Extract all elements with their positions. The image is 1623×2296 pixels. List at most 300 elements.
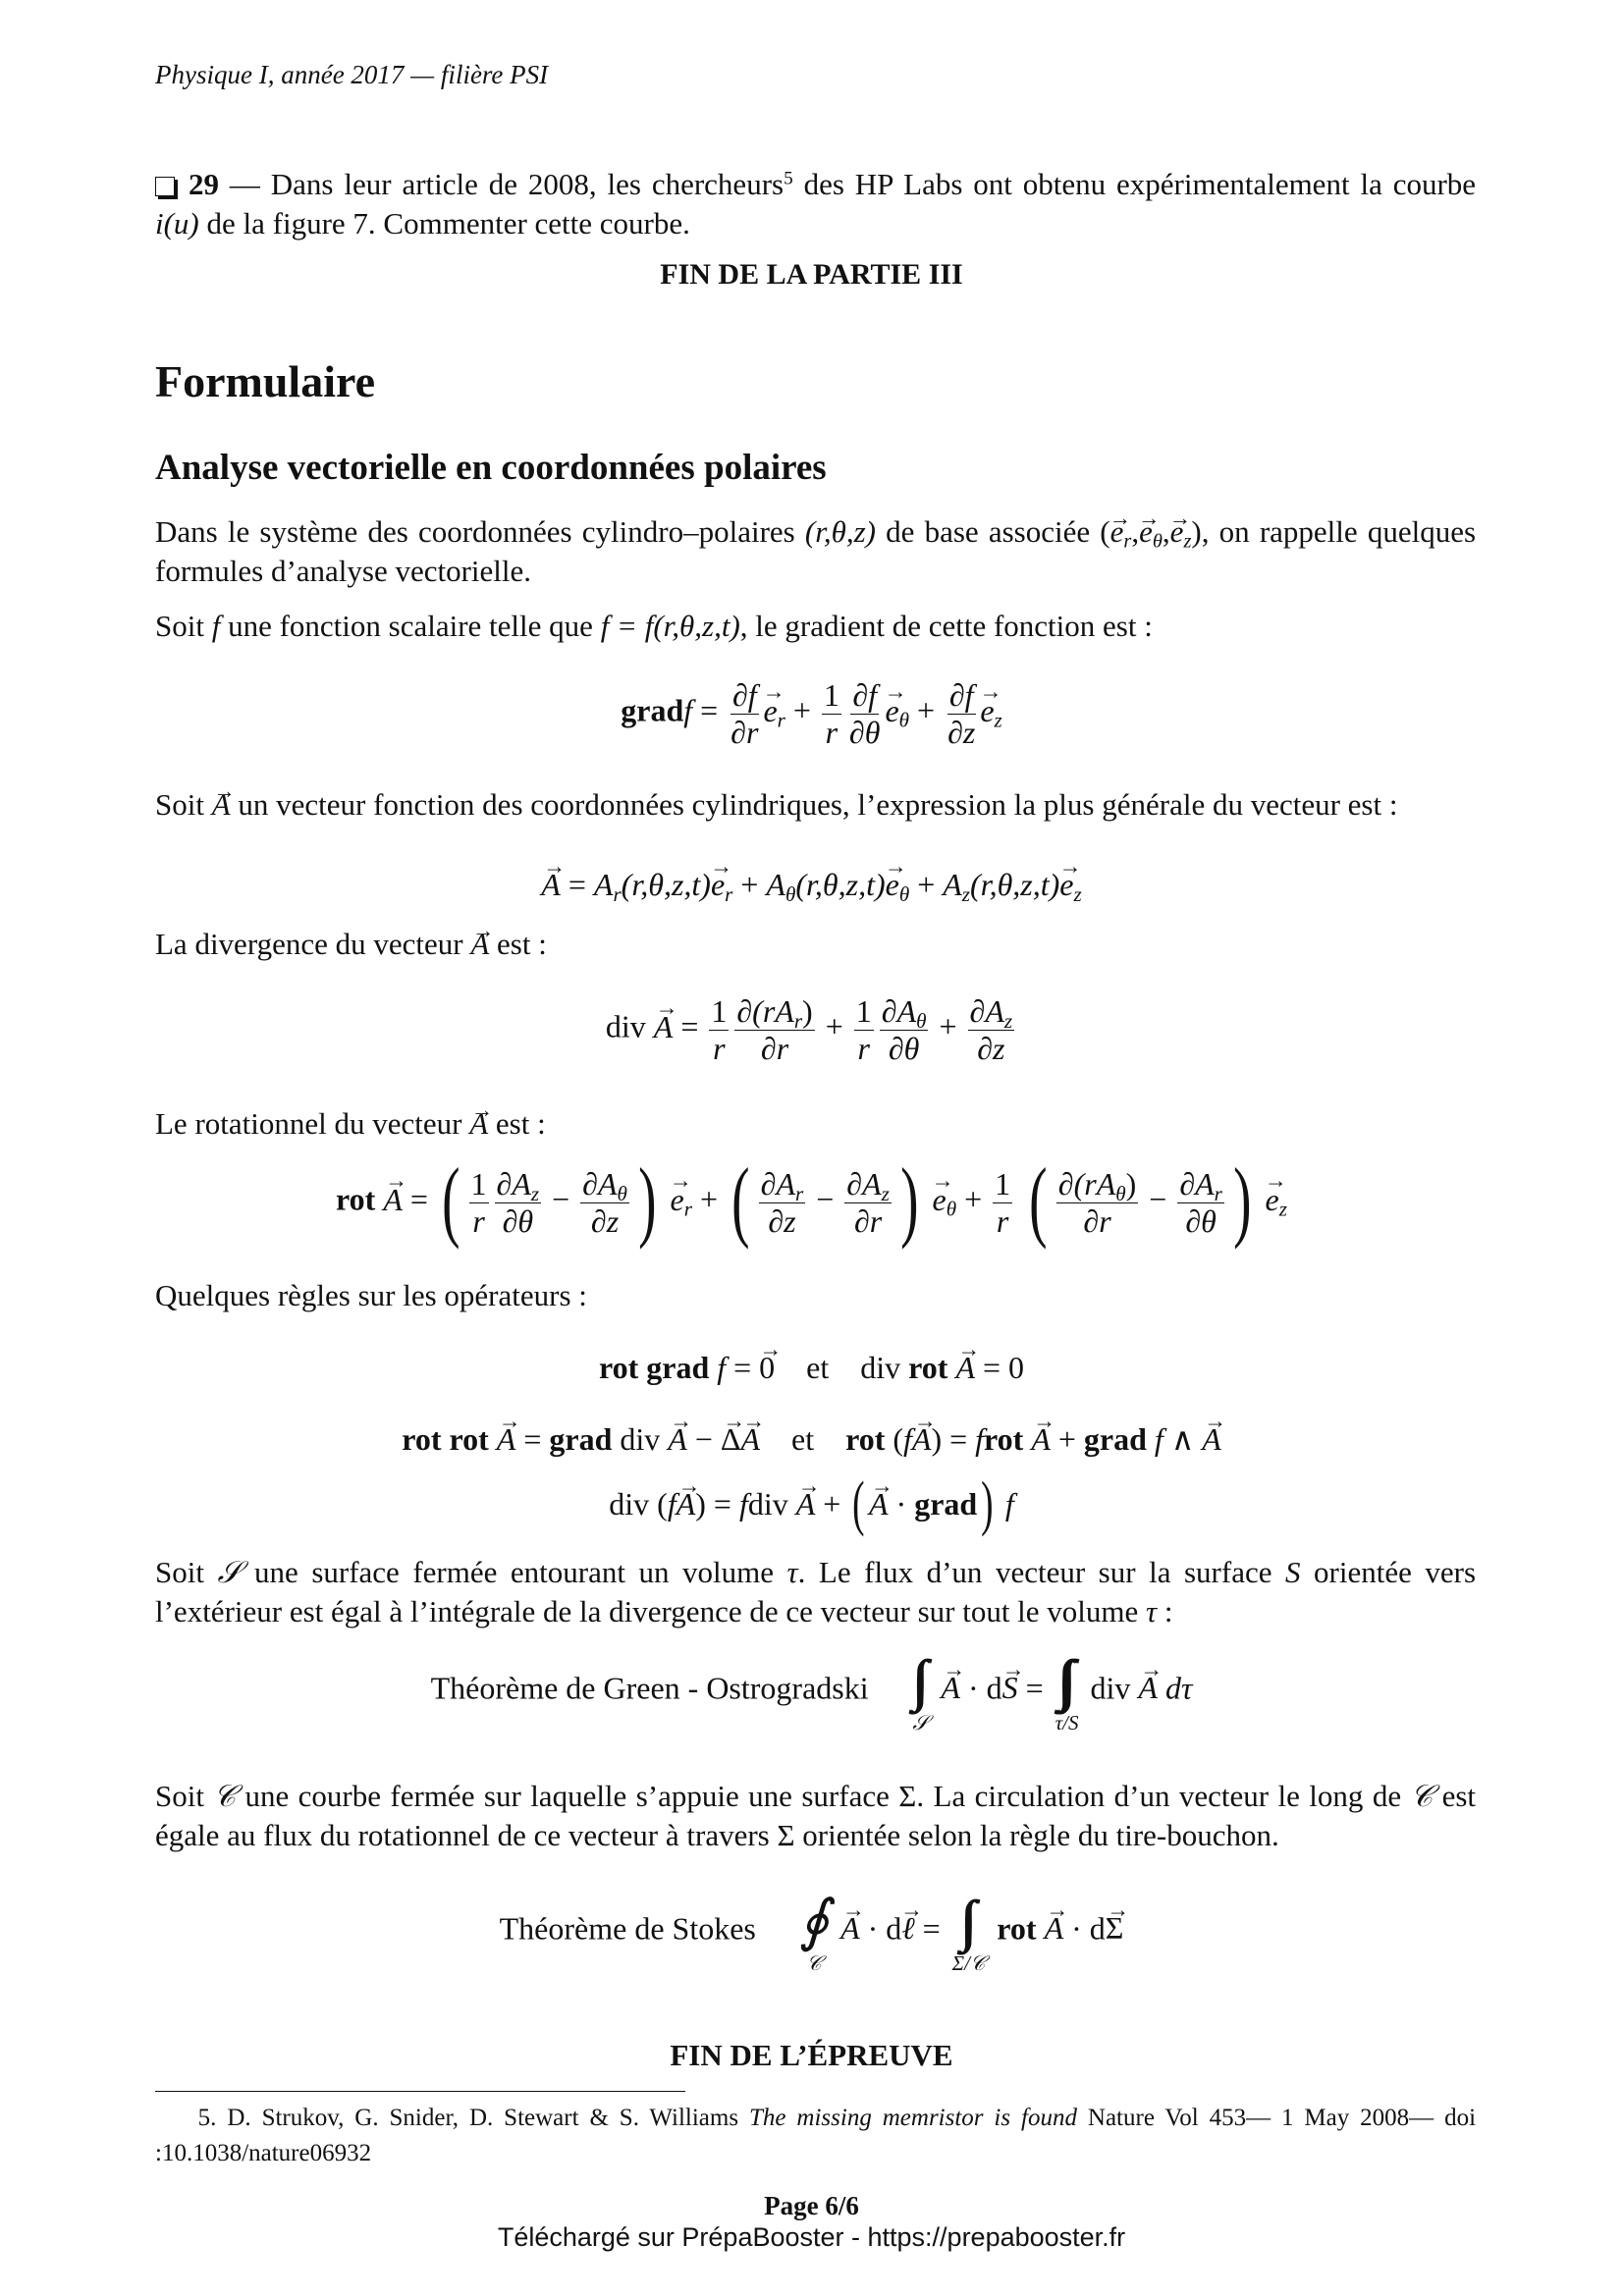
math-token: rot <box>336 1181 376 1217</box>
footnote <box>155 2101 1476 2171</box>
math-token <box>946 715 977 751</box>
curve-symbol: i(u) <box>155 206 199 240</box>
math-token <box>618 1182 627 1205</box>
math-token: e <box>1109 514 1124 549</box>
math-token: r <box>1099 1202 1111 1239</box>
math-token <box>847 677 883 751</box>
math-token <box>947 677 976 715</box>
math-token <box>1056 1166 1139 1203</box>
math-token: ∂ <box>888 1030 904 1066</box>
text: un vecteur fonction des coordonnées cylindriques, l’expression la plus générale du vecteur est : <box>238 787 1398 822</box>
math-token: grad <box>646 1350 710 1385</box>
math-token: Σ <box>1105 1910 1124 1947</box>
math-token <box>383 1182 403 1218</box>
gauss-paragraph <box>155 1553 1476 1631</box>
math-token: z <box>994 708 1002 732</box>
math-token: e <box>980 692 995 728</box>
math-token: ∂ <box>582 1166 598 1201</box>
math-token: d <box>886 1910 902 1947</box>
math-token: ∂ <box>1179 1166 1196 1201</box>
math-token: et <box>806 1350 830 1385</box>
math-token <box>933 1182 947 1218</box>
math-token <box>887 1031 922 1067</box>
math-token <box>794 1009 802 1033</box>
subsection-title: Analyse vectorielle en coordonnées polaires <box>155 448 827 488</box>
math-token <box>495 1166 542 1203</box>
math-token: = <box>713 1486 731 1522</box>
math-token <box>901 1910 914 1947</box>
rules-paragraph: Quelques règles sur les opérateurs : <box>155 1278 587 1312</box>
math-token: = <box>733 1350 752 1385</box>
math-token <box>725 882 732 906</box>
math-token: A <box>211 787 231 822</box>
math-token: ∂ <box>848 714 865 750</box>
math-token: = <box>949 1421 968 1457</box>
math-token <box>1073 882 1081 906</box>
math-token <box>1202 1421 1221 1458</box>
math-token: d <box>986 1670 1002 1706</box>
math-token: ( <box>893 1421 904 1457</box>
math-token <box>684 1198 692 1221</box>
math-token: e <box>1059 867 1074 902</box>
math-token: div <box>605 1008 646 1044</box>
math-token: + <box>917 692 936 728</box>
math-token <box>759 1031 790 1067</box>
curve-symbol: 𝒞 <box>213 1779 237 1813</box>
vector-er <box>763 693 777 729</box>
math-token: div <box>860 1350 901 1385</box>
text: de base associée <box>886 514 1091 549</box>
section-title: Formulaire <box>155 356 375 406</box>
math-token: · <box>867 1910 879 1947</box>
vector-etheta <box>885 693 898 729</box>
closed-surface-integral <box>912 1649 930 1734</box>
math-token <box>497 1421 516 1458</box>
math-token: ∂ <box>969 993 986 1029</box>
text: est : <box>495 1106 546 1141</box>
math-token: − <box>552 1181 570 1217</box>
math-token: f <box>1004 1486 1014 1522</box>
footnote-title: The missing memristor is found <box>749 2105 1077 2131</box>
math-token: r <box>869 1202 883 1239</box>
end-exam-heading <box>0 2038 1623 2073</box>
math-token: ) <box>802 993 813 1029</box>
math-token: A <box>541 867 561 902</box>
math-token: z <box>1278 1197 1287 1221</box>
volume-integral <box>1055 1649 1079 1734</box>
math-token <box>975 1031 1006 1067</box>
math-token <box>1266 1182 1279 1218</box>
math-token: f <box>903 1421 912 1457</box>
math-token: A <box>470 927 490 961</box>
math-token: z <box>784 1202 796 1239</box>
math-token: A <box>766 867 785 902</box>
math-token: A <box>653 1008 674 1044</box>
math-token: A <box>593 867 614 902</box>
coords: (r,θ,z) <box>804 514 876 549</box>
math-token <box>711 867 725 903</box>
question-text: de la figure 7. Commenter cette courbe. <box>206 206 690 240</box>
math-token: e <box>670 1181 684 1217</box>
math-token <box>796 1486 816 1522</box>
math-token: f <box>683 692 693 728</box>
math-token <box>734 993 814 1067</box>
math-token: div <box>609 1486 650 1522</box>
math-token <box>1004 1009 1012 1033</box>
math-token <box>856 1031 872 1067</box>
text: Le rotationnel du vecteur <box>155 1106 462 1141</box>
page-number: Page 6/6 <box>764 2191 859 2220</box>
math-token: θ <box>784 881 796 906</box>
math-token: ∂ <box>502 1202 518 1239</box>
rule-1 <box>0 1350 1623 1386</box>
math-token <box>589 1203 621 1240</box>
math-token: 𝒮 <box>912 1711 929 1735</box>
math-token <box>850 677 879 715</box>
math-token: ) <box>1125 1166 1137 1201</box>
math-token: f <box>738 1486 748 1522</box>
math-token: A <box>1044 1910 1064 1947</box>
math-token: · <box>967 1670 979 1706</box>
math-token: e <box>710 867 726 902</box>
math-token: ∂ <box>760 1166 777 1201</box>
math-token: ∂ <box>947 714 963 750</box>
math-token: r <box>776 1030 789 1066</box>
footnote-ref[interactable]: 5 <box>784 168 793 189</box>
math-token: = <box>922 1910 941 1947</box>
math-token: θ <box>898 881 910 906</box>
end-part-heading <box>0 258 1623 292</box>
math-token: ∂ <box>881 993 897 1029</box>
question-text: Dans leur article de 2008, les chercheurs <box>270 167 784 201</box>
math-token: ∂ <box>496 1166 513 1201</box>
math-token: rot <box>402 1421 442 1457</box>
math-token <box>541 867 561 903</box>
math-token <box>1115 1182 1125 1205</box>
checkbox-icon <box>155 177 175 196</box>
math-token <box>854 993 874 1067</box>
math-token: ( <box>657 1486 668 1522</box>
math-token <box>1138 1670 1158 1706</box>
question-number: 29 <box>189 167 219 201</box>
math-token <box>941 1670 960 1706</box>
math-token: A <box>512 1166 531 1201</box>
math-token: f <box>747 677 757 713</box>
math-token <box>1183 1203 1218 1240</box>
math-token <box>1279 1198 1287 1221</box>
math-token <box>840 1910 860 1947</box>
math-token: r <box>683 1197 692 1221</box>
math-token <box>1059 867 1073 903</box>
footnote-authors: D. Strukov, G. Snider, D. Stewart & S. Williams <box>227 2105 739 2131</box>
text: une surface fermée entourant un volume <box>254 1555 774 1589</box>
math-token: r <box>713 1030 726 1066</box>
math-token: A <box>1202 1421 1221 1457</box>
math-token: + <box>1057 1421 1076 1457</box>
math-token: dτ <box>1164 1670 1193 1706</box>
math-token <box>1177 1166 1224 1240</box>
vector-ez <box>980 693 994 729</box>
math-token: + <box>825 1008 843 1044</box>
math-token: θ <box>903 1030 920 1066</box>
math-token <box>824 715 839 751</box>
math-token <box>759 1166 806 1203</box>
math-token: A <box>862 1166 882 1201</box>
unit-vector-etheta <box>1139 512 1153 552</box>
text: une fonction scalaire telle que <box>228 609 593 643</box>
math-token: + <box>939 1008 957 1044</box>
math-token: z <box>962 714 976 750</box>
math-token: S <box>1001 1670 1018 1706</box>
math-token <box>1056 1166 1139 1240</box>
math-token <box>654 1009 674 1045</box>
text: Soit <box>155 609 204 643</box>
f-symbol: f <box>211 609 221 643</box>
math-token: e <box>1139 514 1153 549</box>
math-token: z <box>606 1202 620 1239</box>
math-token <box>766 1203 797 1240</box>
math-token <box>469 1104 488 1144</box>
volume-symbol: τ <box>786 1555 798 1589</box>
math-token: div <box>1090 1670 1131 1706</box>
math-token: r <box>825 714 839 750</box>
math-token: A <box>840 1910 860 1947</box>
math-token <box>947 1198 956 1221</box>
theorem-label: Théorème de Green - Ostrogradski <box>430 1670 869 1706</box>
math-token: div <box>747 1486 788 1522</box>
surface-symbol: 𝒮 <box>217 1555 242 1589</box>
math-token: rot <box>845 1421 886 1457</box>
math-token: − <box>816 1181 835 1217</box>
math-token: e <box>885 692 899 728</box>
footnote-rule <box>155 2091 685 2092</box>
text: , le gradient de cette fonction est : <box>739 609 1153 643</box>
math-token: z <box>993 1030 1005 1066</box>
math-token: (rA <box>752 993 794 1029</box>
math-token <box>734 993 814 1031</box>
math-token: ∮ <box>798 1889 816 1952</box>
math-token: · <box>1071 1910 1082 1947</box>
math-token: ) <box>695 1486 706 1522</box>
text: Dans le système des coordonnées cylindro–polaires <box>155 514 795 549</box>
math-token <box>671 1182 684 1218</box>
math-token: f <box>975 1421 985 1457</box>
question-text: des HP Labs ont obtenu expérimentalement <box>803 167 1350 201</box>
running-header <box>155 55 548 94</box>
math-token: grad <box>549 1421 613 1457</box>
math-token: + <box>740 867 759 902</box>
math-token: grad <box>1083 1421 1147 1457</box>
math-token: θ <box>864 714 881 750</box>
math-token <box>470 925 489 964</box>
math-token: f <box>964 677 974 713</box>
text: : <box>1163 1594 1173 1629</box>
math-token: ∂ <box>846 1166 863 1201</box>
intro-paragraph: Dans le système des coordonnées cylindro–polaires (r,θ,z) de base associée (→ $e_r,\to e_\theta,\to e_z$), on rappelle quelques formules d’analyse vectorielle. <box>155 512 1476 591</box>
math-token: θ <box>898 708 910 732</box>
math-token <box>822 677 841 751</box>
math-token: A <box>868 1486 889 1522</box>
math-token: rot <box>598 1350 639 1385</box>
math-token: θ <box>617 1181 627 1205</box>
math-token: ∫∫ <box>912 1649 930 1712</box>
math-token <box>946 677 977 751</box>
math-token: · <box>895 1486 907 1522</box>
math-token: = <box>523 1421 542 1457</box>
math-token: r <box>613 881 622 906</box>
unit-vector-er <box>1110 512 1124 552</box>
math-token: = <box>680 1008 699 1044</box>
math-token <box>899 882 909 906</box>
math-token <box>1177 1166 1224 1203</box>
math-token: e <box>1169 514 1184 549</box>
text: orientée vers l’extérieur est égal à l’intégrale de la divergence de ce vecteur sur tout le volume <box>155 1555 1477 1629</box>
math-token <box>778 709 785 732</box>
math-token <box>580 1166 629 1203</box>
rule-3: div (f→ A) = fdiv → A + (→ A · grad) f <box>0 1486 1623 1522</box>
text: Soit <box>155 1555 204 1589</box>
math-token <box>531 1182 539 1205</box>
math-token: z <box>1183 530 1192 553</box>
math-token: r <box>857 1030 870 1066</box>
math-token: Δ <box>720 1421 741 1457</box>
math-token: 1 <box>995 1166 1011 1201</box>
math-token: 𝒞 <box>806 1951 822 1975</box>
math-token: = <box>568 867 586 902</box>
stokes-paragraph <box>155 1777 1476 1855</box>
math-token <box>1002 1670 1018 1706</box>
surface-integral <box>952 1890 986 1974</box>
math-token <box>495 1166 542 1240</box>
math-token <box>759 1350 775 1386</box>
gradient-equation <box>0 677 1623 751</box>
math-token: A <box>597 1166 618 1201</box>
math-token: rot <box>449 1421 489 1457</box>
math-token: + <box>823 1486 841 1522</box>
math-token <box>711 1031 727 1067</box>
math-token: A <box>676 1486 696 1522</box>
math-token: 0 <box>759 1350 776 1385</box>
math-token <box>995 1203 1010 1240</box>
math-token <box>501 1203 536 1240</box>
math-token: ∂ <box>768 1202 784 1239</box>
math-token: A <box>985 993 1004 1029</box>
math-token: ∂ <box>590 1202 607 1239</box>
math-token: f <box>667 1486 676 1522</box>
download-notice: Téléchargé sur PrépaBooster - https://prepabooster.fr <box>497 2222 1126 2252</box>
math-token <box>613 882 621 906</box>
footnote-journal: Nature Vol 453— 1 May 2008— doi :10.1038/nature06932 <box>155 2105 1477 2166</box>
math-token <box>844 1166 892 1240</box>
math-token: z <box>1003 1008 1013 1033</box>
math-token: rot <box>984 1421 1024 1457</box>
math-token: ∧ <box>1170 1421 1195 1457</box>
math-token <box>968 993 1015 1067</box>
surface-symbol: S <box>1285 1555 1301 1589</box>
math-token <box>968 993 1015 1031</box>
stokes-theorem <box>0 1890 1623 1974</box>
math-token: (r,θ,z,t) <box>970 867 1060 902</box>
math-token: r <box>1123 530 1132 553</box>
vector-paragraph <box>155 785 1476 825</box>
math-token: A <box>955 1350 975 1385</box>
text: Soit <box>155 1779 204 1813</box>
math-token: ∂ <box>852 677 869 713</box>
math-token: z <box>530 1181 540 1205</box>
math-token: = <box>700 692 719 728</box>
green-ostrogradski-theorem <box>0 1649 1623 1734</box>
math-token <box>730 677 759 715</box>
line-integral <box>799 1890 829 1974</box>
math-token: (r,θ,z,t) <box>795 867 886 902</box>
math-token <box>899 709 909 732</box>
math-token: A <box>1031 1421 1051 1457</box>
end-part-text: FIN DE LA PARTIE III <box>660 258 963 291</box>
math-token: ∂ <box>760 1030 777 1066</box>
math-token <box>995 709 1002 732</box>
math-token: − <box>694 1421 713 1457</box>
math-token <box>470 1203 486 1240</box>
theorem-label: Théorème de Stokes <box>499 1910 756 1947</box>
question-29 <box>155 165 1476 243</box>
math-token: z <box>881 1181 890 1205</box>
math-token: = <box>409 1181 428 1217</box>
math-token: z <box>961 881 970 906</box>
text: une courbe fermée sur laquelle s’appuie une surface Σ. La circulation d’un vecteur le long de <box>244 1779 1402 1813</box>
math-token: 1 <box>470 1166 487 1201</box>
math-token: e <box>932 1181 947 1217</box>
math-token <box>759 1166 806 1240</box>
math-token: ∂ <box>948 677 965 713</box>
math-token: (rA <box>1073 1166 1116 1201</box>
text: , on rappelle quelques formules d’analyse vectorielle. <box>155 514 1477 588</box>
math-token: div <box>620 1421 661 1457</box>
math-token <box>912 1421 932 1458</box>
math-token: r <box>793 1008 803 1033</box>
math-token: r <box>795 1181 804 1205</box>
math-token: e <box>1265 1181 1279 1217</box>
math-token: θ <box>1201 1202 1217 1239</box>
math-token: 1 <box>855 993 872 1029</box>
math-token: A <box>896 993 917 1029</box>
math-token <box>676 1486 696 1522</box>
math-token: θ <box>946 1197 957 1221</box>
math-token: ∂ <box>730 714 746 750</box>
math-token <box>1081 1203 1112 1240</box>
math-token: Σ/𝒞 <box>951 1951 986 1975</box>
math-token: f <box>717 1350 727 1385</box>
math-token <box>847 715 883 751</box>
text: La divergence du vecteur <box>155 927 463 961</box>
math-token: r <box>1214 1181 1222 1205</box>
math-token: A <box>911 1421 932 1457</box>
math-token: ∂ <box>977 1030 993 1066</box>
math-token <box>785 882 795 906</box>
math-token: = <box>982 1350 1001 1385</box>
math-token: ) <box>931 1421 943 1457</box>
math-token: θ <box>1152 530 1163 553</box>
math-token: A <box>469 1106 489 1141</box>
math-token: d <box>1089 1910 1106 1947</box>
question-text: la courbe <box>1360 167 1477 201</box>
math-token <box>795 1182 803 1205</box>
scalar-paragraph <box>155 607 1476 646</box>
math-token: r <box>472 1202 485 1239</box>
math-token <box>955 1350 975 1386</box>
running-title: Physique I, année 2017 — filière PSI <box>155 60 549 89</box>
math-token: θ <box>517 1202 534 1239</box>
math-token <box>729 677 760 751</box>
